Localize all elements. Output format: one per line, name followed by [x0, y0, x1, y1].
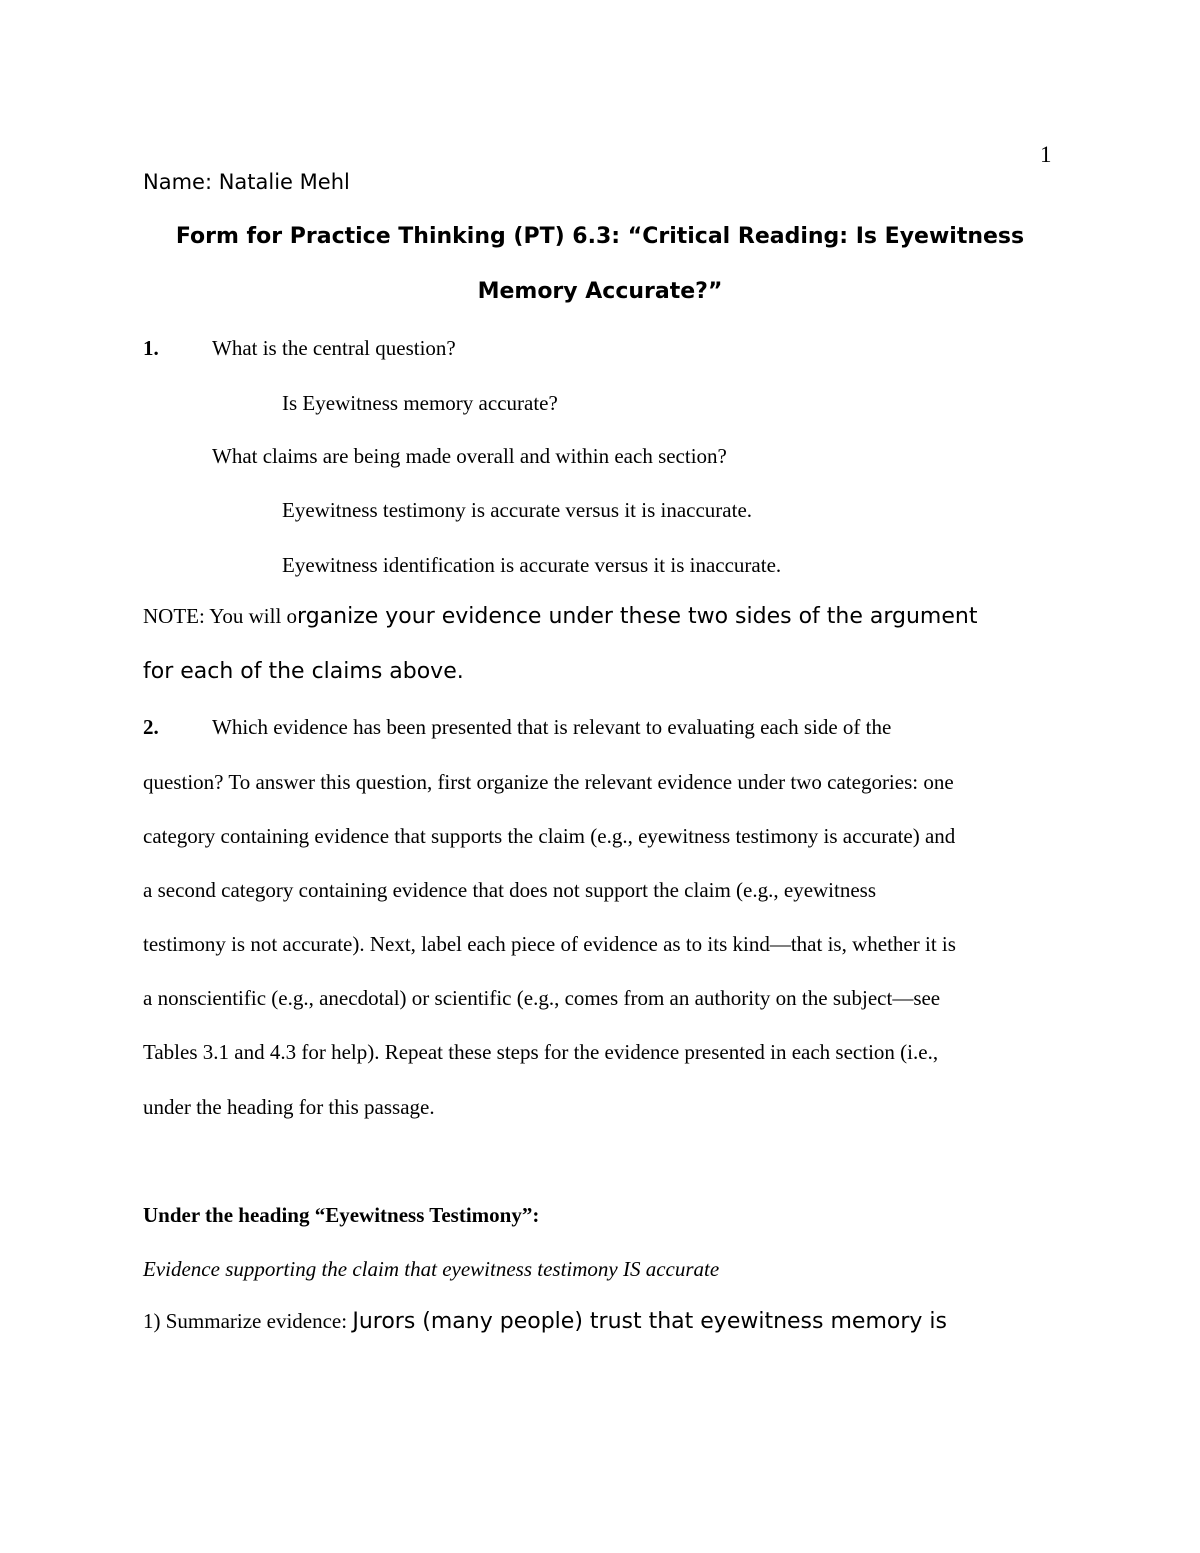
evidence-item-1-text: Jurors (many people) trust that eyewitness memory is: [352, 1309, 947, 1334]
question-2-line-1: Which evidence has been presented that is relevant to evaluating each side of the: [212, 715, 892, 739]
name-line: Name: Natalie Mehl: [143, 170, 350, 194]
note-text: rganize your evidence under these two sides of the argument: [297, 604, 978, 629]
section-subheading: Evidence supporting the claim that eyewitness testimony IS accurate: [143, 1257, 720, 1281]
evidence-item-1-prefix: 1) Summarize evidence:: [143, 1309, 353, 1333]
question-1-text: What is the central question?: [212, 336, 456, 360]
question-2-line-5: testimony is not accurate). Next, label each piece of evidence as to its kind—that is, whether it is: [143, 932, 956, 956]
question-2-number: 2.: [143, 715, 159, 739]
claim-2: Eyewitness identification is accurate versus it is inaccurate.: [282, 553, 782, 577]
page-number: 1: [1040, 142, 1052, 167]
question-2-line-7: Tables 3.1 and 4.3 for help). Repeat these steps for the evidence presented in each section (i.e.,: [143, 1040, 939, 1064]
note-line-2: for each of the claims above.: [143, 659, 464, 684]
question-2-line-6: a nonscientific (e.g., anecdotal) or scientific (e.g., comes from an authority on the subject—see: [143, 986, 941, 1010]
form-title-line-1: Form for Practice Thinking (PT) 6.3: “Critical Reading: Is Eyewitness: [175, 224, 1025, 249]
note-line-1: [143, 604, 977, 629]
note-prefix: NOTE: You will o: [143, 604, 298, 628]
claim-1: Eyewitness testimony is accurate versus it is inaccurate.: [282, 498, 753, 522]
question-2-line-3: category containing evidence that supports the claim (e.g., eyewitness testimony is accurate) and: [143, 824, 956, 848]
form-title-line-2: Memory Accurate?”: [477, 279, 723, 304]
question-2-line-8: under the heading for this passage.: [143, 1095, 435, 1119]
central-question-answer: Is Eyewitness memory accurate?: [282, 391, 558, 415]
claims-question: What claims are being made overall and within each section?: [212, 444, 727, 468]
evidence-item-1: [143, 1309, 947, 1334]
question-2-line-2: question? To answer this question, first organize the relevant evidence under two categories: one: [143, 770, 954, 794]
question-2-line-4: a second category containing evidence that does not support the claim (e.g., eyewitness: [143, 878, 877, 902]
question-1-number: 1.: [143, 336, 159, 360]
section-heading: Under the heading “Eyewitness Testimony”:: [143, 1203, 540, 1227]
